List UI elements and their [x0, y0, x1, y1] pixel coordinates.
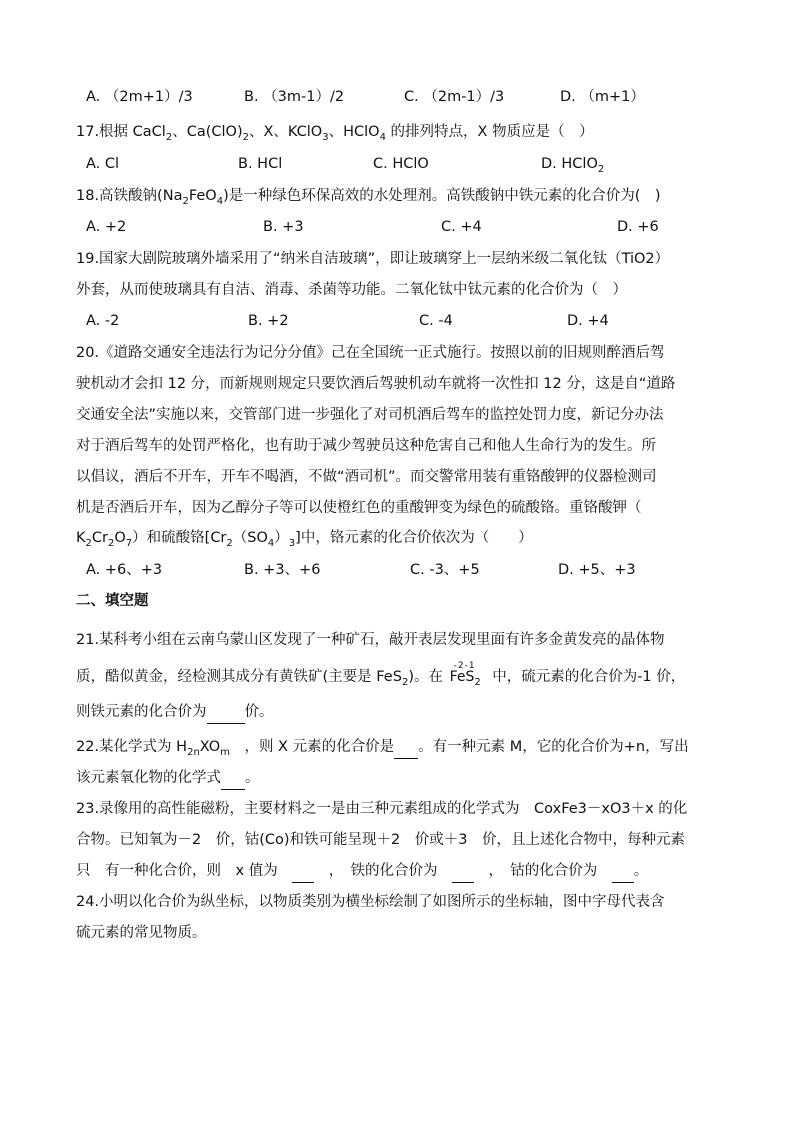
q22-stem-line2: 该元素氧化物的化学式 。 — [76, 767, 721, 790]
section-heading: 二、填空题 — [76, 593, 149, 609]
answer-blank[interactable] — [612, 860, 634, 883]
q20-stem-line7: $K_2Cr_2O_7$）和硫酸铬$[Cr_2(SO_4)_3]$中，铬元素的化合价依次为（ ） — [76, 530, 533, 549]
valence-notation: -2-1 FeS$_2$ — [449, 661, 481, 688]
option-b: B. +3 — [263, 219, 304, 235]
option-d: D. +5、+3 — [558, 562, 636, 578]
option-a: A. （2m+1）/3 — [86, 89, 193, 105]
option-c: C. +4 — [441, 219, 482, 235]
q21-stem-line2: 质，酷似黄金，经检测其成分有黄铁矿(主要是 FeS$_2$)。在 -2-1 FeS$_2$ 中，硫元素的化合价为-1 价， — [76, 661, 686, 688]
q20-stem-line6: 机是否酒后开车，因为乙醇分子等可以使橙红色的重酸钾变为绿色的硫酸铬。重铬酸钾（ — [76, 500, 642, 516]
answer-blank[interactable] — [394, 736, 418, 759]
q17-options — [86, 153, 706, 175]
option-d: D. （m+1） — [560, 89, 645, 105]
q18-stem: 18.高铁酸钠$(Na_2FeO_4)$是一种绿色环保高效的水处理剂。高铁酸钠中铁元素的化合价为( ) — [76, 188, 661, 207]
option-b: B. +2 — [248, 313, 289, 329]
q19-stem-line2: 外套，从而使玻璃具有自洁、消毒、杀菌等功能。二氧化钛中钛元素的化合价为（ ） — [76, 282, 627, 298]
q20-stem-line4: 对于酒后驾车的处罚严格化，也有助于减少驾驶员这种危害自己和他人生命行为的发生。所 — [76, 438, 656, 454]
option-c: C. -3、+5 — [410, 562, 480, 578]
q23-stem-line3: 只 有一种化合价，则 x 值为 ， 铁的化合价为 ， 钴的化合价为 。 — [76, 860, 721, 883]
q16-options — [86, 86, 706, 108]
q20-stem-line3: 交通安全法”实施以来，交管部门进一步强化了对司机酒后驾车的监控处罚力度，新记分办法 — [76, 407, 664, 423]
option-a: A. -2 — [86, 313, 120, 329]
answer-blank[interactable] — [452, 860, 474, 883]
q23-stem-line2: 合物。已知氧为－2 价，钴(Co)和铁可能呈现＋2 价或＋3 价，且上述化合物中，每种元素 — [76, 832, 685, 848]
option-d: D. +6 — [617, 219, 659, 235]
q17-stem: 17.根据 CaCl$_2$、$Ca(ClO)_2$、X、KClO$_3$、HClO$_4$ 的排列特点，X 物质应是（ ） — [76, 124, 594, 143]
option-b: B. HCl — [238, 156, 283, 172]
q20-options — [86, 559, 706, 581]
option-a: A. +2 — [86, 219, 127, 235]
option-a: A. +6、+3 — [86, 562, 163, 578]
option-c: C. （2m-1）/3 — [404, 89, 505, 105]
option-d: D. HClO$_2$ — [541, 156, 605, 175]
option-c: C. -4 — [419, 313, 453, 329]
q19-options — [86, 310, 706, 332]
q18-options — [86, 216, 706, 238]
q20-stem-line2: 驶机动才会扣 12 分，而新规则规定只要饮酒后驾驶机动车就将一次性扣 12 分，这是自“道路 — [76, 376, 676, 392]
q21-stem-line1: 21.某科考小组在云南乌蒙山区发现了一种矿石，敲开表层发现里面有许多金黄发亮的晶体物 — [76, 632, 665, 648]
option-a: A. Cl — [86, 156, 120, 172]
q23-stem-line1: 23.录像用的高性能磁粉，主要材料之一是由三种元素组成的化学式为 CoxFe3－xO3＋x 的化 — [76, 801, 688, 817]
answer-blank[interactable] — [207, 701, 245, 724]
option-c: C. HClO — [373, 156, 429, 172]
q20-stem-line5: 以倡议，酒后不开车，开车不喝酒，不做“酒司机”。而交警常用装有重铬酸钾的仪器检测司 — [76, 469, 657, 485]
q24-stem-line2: 硫元素的常见物质。 — [76, 925, 207, 941]
q21-stem-line3: 则铁元素的化合价为 价。 — [76, 701, 721, 724]
q24-stem-line1: 24.小明以化合价为纵坐标，以物质类别为横坐标绘制了如图所示的坐标轴，图中字母代表含 — [76, 894, 665, 910]
option-b: B. （3m-1）/2 — [244, 89, 345, 105]
q20-stem-line1: 20.《道路交通安全违法行为记分分值》己在全国统一正式施行。按照以前的旧规则醉酒后驾 — [76, 345, 665, 361]
answer-blank[interactable] — [292, 860, 314, 883]
option-d: D. +4 — [567, 313, 609, 329]
answer-blank[interactable] — [221, 767, 245, 790]
q19-stem-line1: 19.国家大剧院玻璃外墙采用了“纳米自洁玻璃”，即让玻璃穿上一层纳米级二氧化钛（TiO2） — [76, 251, 670, 267]
q22-stem-line1: 22.某化学式为 $H_{2n}XO_m$ ，则 X 元素的化合价是 。有一种元素 M，它的化合价为+n，写出 — [76, 736, 721, 764]
option-b: B. +3、+6 — [244, 562, 321, 578]
